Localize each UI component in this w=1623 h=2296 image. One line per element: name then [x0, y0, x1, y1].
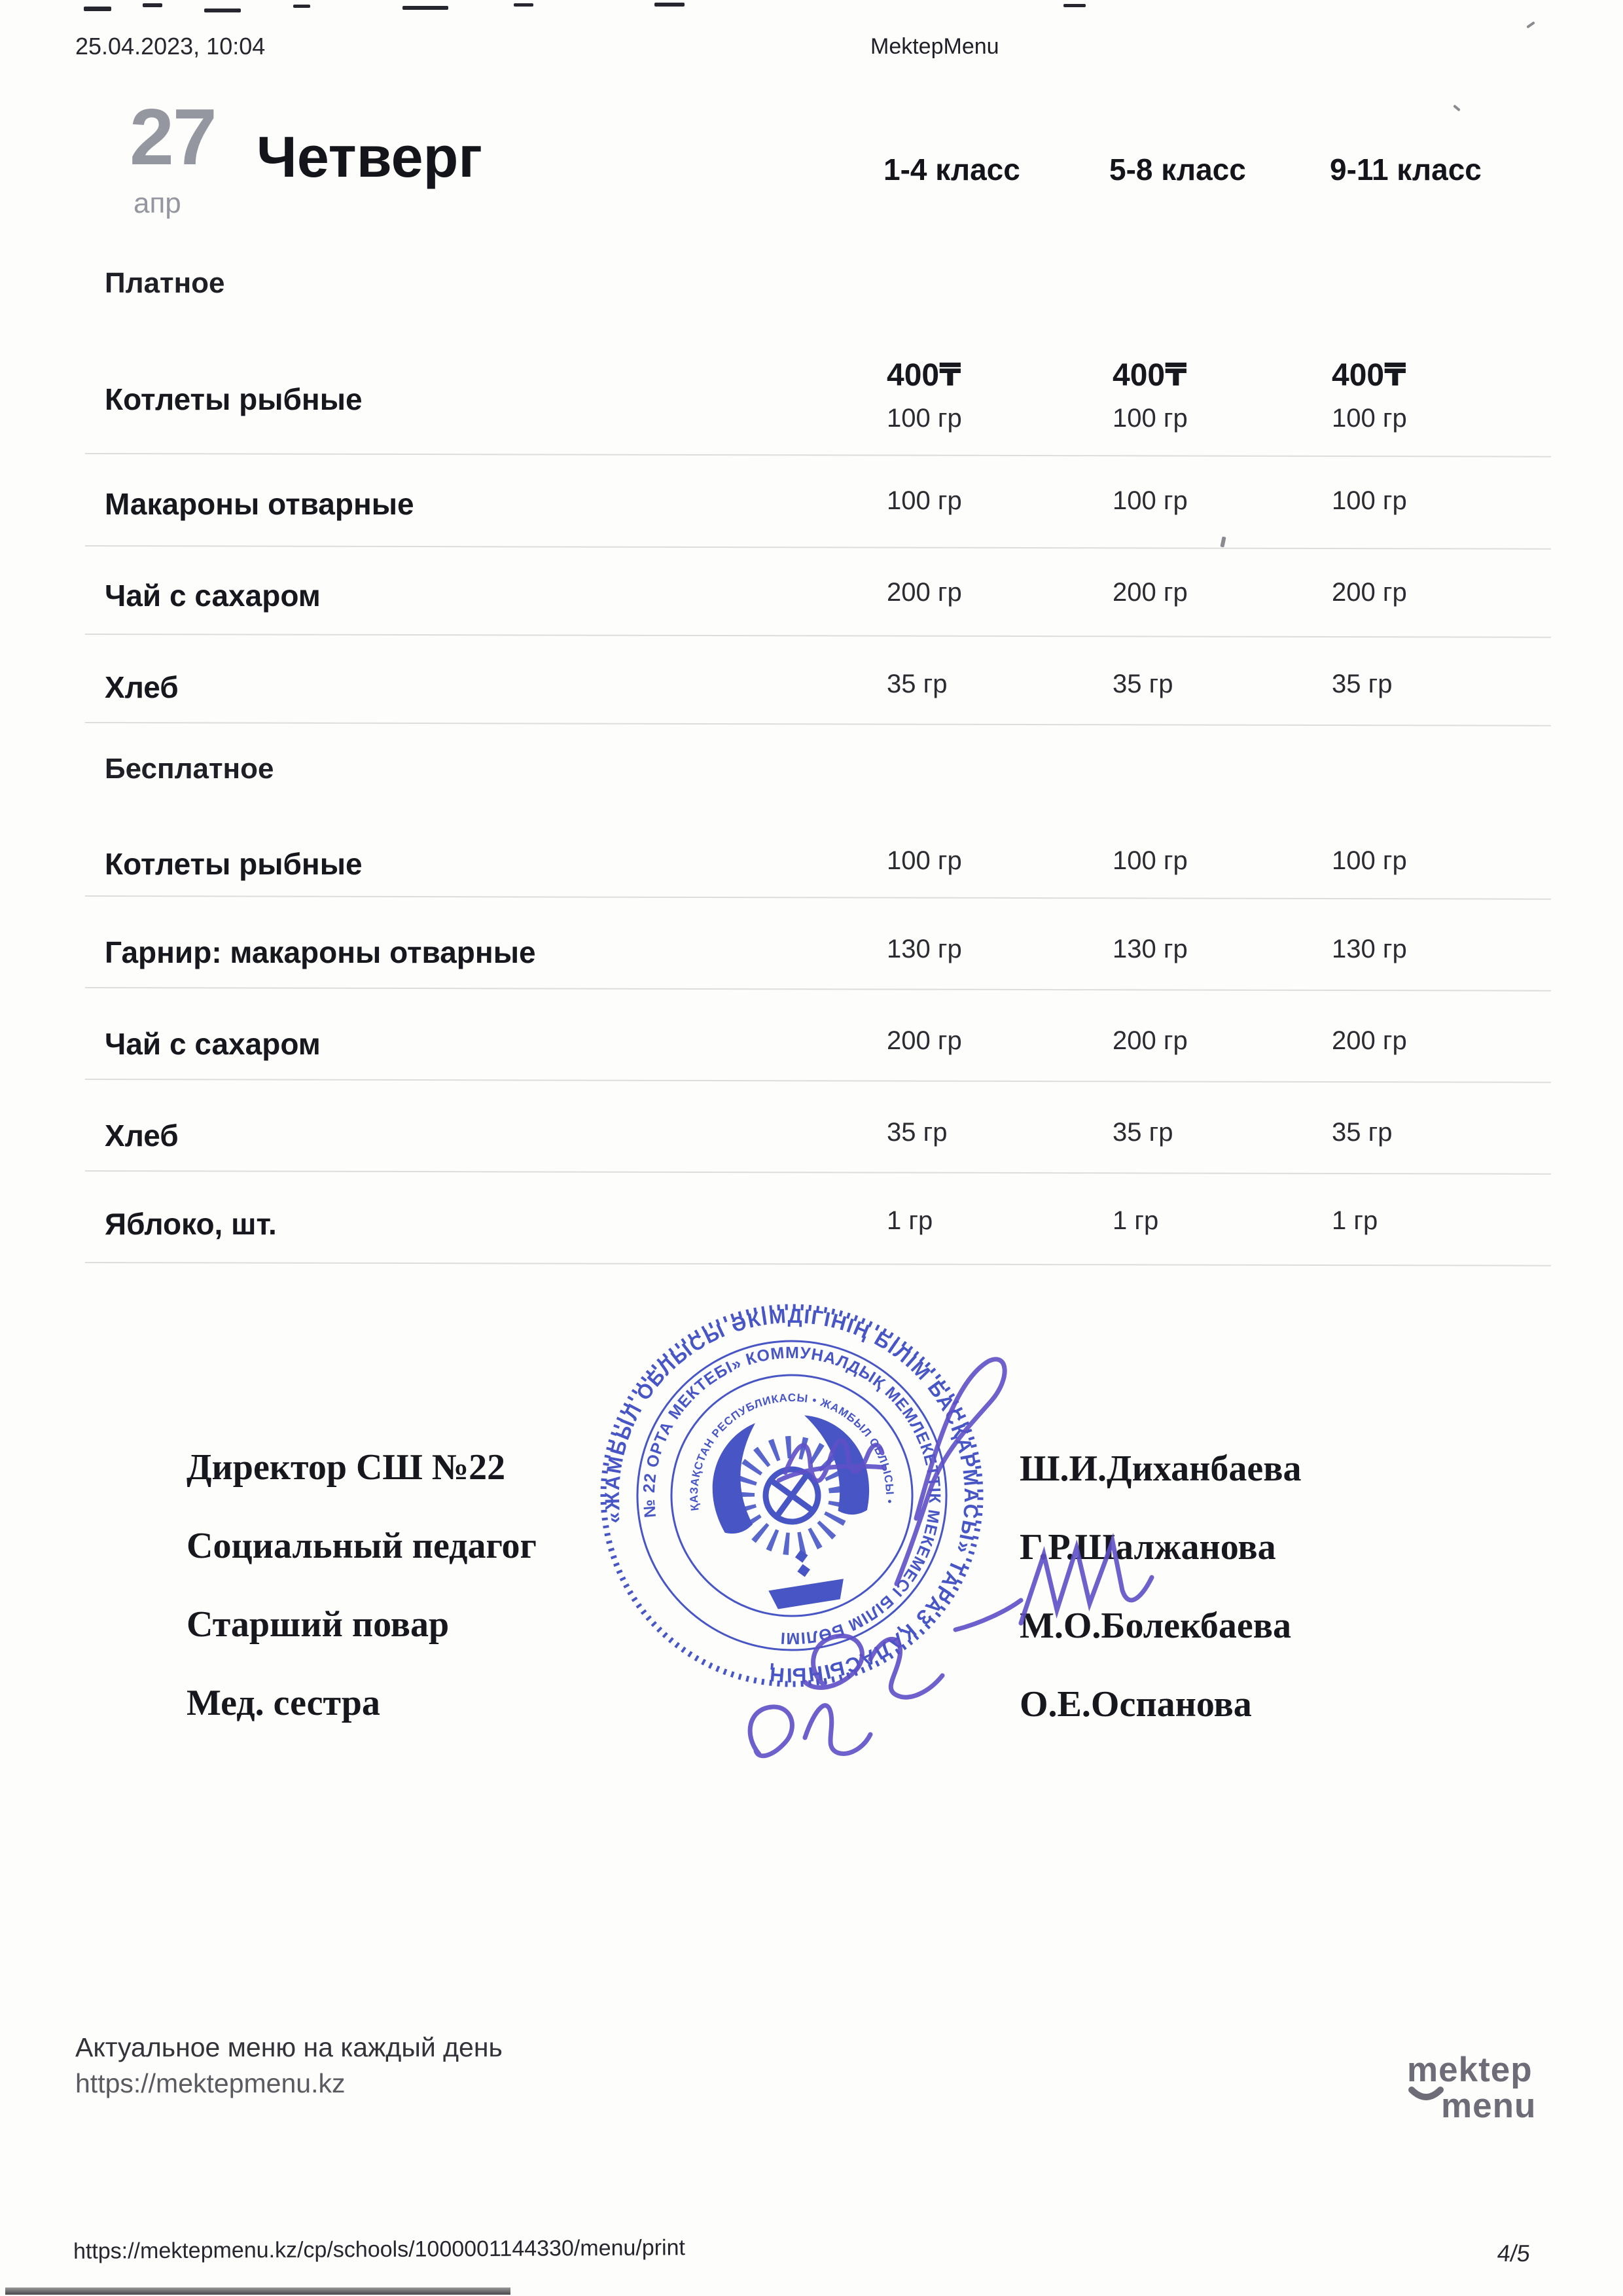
- portion-value: 130 гр: [1113, 935, 1188, 963]
- table-row: [0, 481, 1623, 579]
- portion-value: 100 гр: [1113, 846, 1188, 875]
- logo-word-menu: menu: [1441, 2087, 1537, 2125]
- date-month: апр: [134, 187, 181, 219]
- table-row: [0, 357, 1623, 455]
- column-header-grade-5-8: 5-8 класс: [1109, 152, 1246, 187]
- portion-value: 1 гр: [1332, 1206, 1378, 1235]
- column-header-grade-1-4: 1-4 класс: [883, 152, 1020, 187]
- portion-value: 100 гр: [1332, 846, 1407, 875]
- scan-artifact: [1063, 4, 1086, 7]
- portion-cell: [1113, 357, 1309, 433]
- mektepmenu-logo: [1407, 2050, 1536, 2126]
- signature-name: М.О.Болекбаева: [1020, 1605, 1291, 1646]
- scan-artifact: [84, 7, 111, 11]
- dish-name: Чай с сахаром: [105, 579, 321, 613]
- signature-stroke: [955, 1541, 1152, 1630]
- price-value: 400₸: [1113, 358, 1187, 393]
- portion-value: 200 гр: [1332, 1026, 1407, 1055]
- scan-artifact: [1526, 21, 1535, 28]
- weekday-title: Четверг: [257, 124, 482, 189]
- portion-value: 35 гр: [1332, 670, 1393, 698]
- portion-value: 1 гр: [887, 1206, 933, 1235]
- portion-value: 35 гр: [1113, 670, 1173, 698]
- section-title-free: Бесплатное: [105, 753, 274, 785]
- column-header-grade-9-11: 9-11 класс: [1330, 152, 1482, 187]
- price-value: 400₸: [1332, 358, 1406, 393]
- table-row: [0, 664, 1623, 762]
- portion-value: 35 гр: [1332, 1118, 1393, 1147]
- signature-role: Директор СШ №22: [187, 1447, 506, 1488]
- signature-stroke: [750, 1706, 870, 1756]
- table-row: [0, 841, 1623, 939]
- dish-name: Хлеб: [105, 1119, 179, 1153]
- portion-value: 35 гр: [887, 670, 948, 698]
- dish-name: Гарнир: макароны отварные: [105, 935, 536, 969]
- price-value: 400₸: [887, 358, 961, 393]
- scan-artifact: [402, 6, 448, 10]
- portion-value: 100 гр: [887, 486, 962, 515]
- footer-print-url: https://mektepmenu.kz/cp/schools/1000001144330/menu/print: [73, 2235, 686, 2264]
- print-timestamp: 25.04.2023, 10:04: [75, 33, 266, 60]
- signature-name: О.Е.Оспанова: [1020, 1684, 1252, 1725]
- scan-artifact: [204, 9, 241, 12]
- dish-name: Чай с сахаром: [105, 1027, 321, 1061]
- table-row: [0, 1021, 1623, 1119]
- scan-artifact: [1453, 105, 1461, 112]
- portion-value: 200 гр: [1332, 578, 1407, 607]
- portion-value: 100 гр: [887, 846, 962, 875]
- footer-tagline: Актуальное меню на каждый день: [75, 2032, 503, 2062]
- portion-value: 35 гр: [887, 1118, 948, 1147]
- portion-value: 100 гр: [1113, 486, 1188, 515]
- portion-cell: [1332, 357, 1528, 433]
- scan-artifact: [143, 3, 162, 7]
- portion-value: 200 гр: [887, 578, 962, 607]
- scan-artifact: [654, 3, 685, 7]
- table-row: [0, 1201, 1623, 1299]
- portion-cell: [887, 357, 1083, 433]
- smile-icon: [1408, 2087, 1444, 2104]
- portion-value: 200 гр: [887, 1026, 962, 1055]
- dish-name: Макароны отварные: [105, 487, 414, 521]
- signature-role: Социальный педагог: [187, 1526, 537, 1566]
- table-row: [0, 1113, 1623, 1211]
- dish-name: Котлеты рыбные: [105, 382, 363, 416]
- page-number: 4/5: [1495, 2240, 1532, 2267]
- portion-value: 200 гр: [1113, 578, 1188, 607]
- scan-artifact: [514, 3, 533, 7]
- dish-name: Котлеты рыбные: [105, 847, 363, 881]
- signature-stroke: [805, 1636, 942, 1698]
- table-row: [0, 573, 1623, 671]
- stamp-middle-text: № 22 ОРТА МЕКТЕБІ» КОММУНАЛДЫҚ МЕМЛЕКЕТТІК МЕКЕМЕСІ БІЛІМ БӨЛІМІ: [639, 1343, 944, 1648]
- section-title-paid: Платное: [105, 267, 225, 299]
- portion-value: 100 гр: [1113, 404, 1188, 433]
- site-title: MektepMenu: [870, 34, 999, 59]
- logo-word-mektep: mektep: [1407, 2051, 1533, 2089]
- scan-artifact: [5, 2287, 510, 2295]
- portion-value: 200 гр: [1113, 1026, 1188, 1055]
- table-row: [0, 929, 1623, 1028]
- signature-name: Ш.И.Диханбаева: [1020, 1448, 1302, 1489]
- handwritten-signatures: [589, 1302, 1178, 1800]
- portion-value: 35 гр: [1113, 1118, 1173, 1147]
- signature-stroke: [779, 1466, 883, 1480]
- portion-value: 130 гр: [887, 935, 962, 963]
- signature-stroke: [897, 1359, 1005, 1584]
- stamp-inner-text: ҚАЗАҚСТАН РЕСПУБЛИКАСЫ • ЖАМБЫЛ ОБЛЫСЫ •: [687, 1391, 897, 1512]
- portion-value: 100 гр: [887, 404, 962, 433]
- portion-value: 1 гр: [1113, 1206, 1159, 1235]
- scan-artifact: [293, 5, 310, 8]
- footer-site-url: https://mektepmenu.kz: [75, 2068, 346, 2098]
- signature-role: Старший повар: [187, 1604, 450, 1645]
- dish-name: Яблоко, шт.: [105, 1207, 277, 1241]
- portion-value: 100 гр: [1332, 404, 1407, 433]
- stamp-outer-text: «ЖАМБЫЛ ОБЛЫСЫ ӘКІМДІГІНІҢ БІЛІМ БАСҚАРМАСЫ» ТАРАЗ ҚАЛАСЫНЫҢ: [600, 1304, 984, 1687]
- signature-name: Г.Р.Шалжанова: [1020, 1527, 1276, 1568]
- signature-role: Мед. сестра: [187, 1683, 380, 1723]
- portion-value: 130 гр: [1332, 935, 1407, 963]
- portion-value: 100 гр: [1332, 486, 1407, 515]
- date-day: 27: [130, 92, 216, 181]
- dish-name: Хлеб: [105, 670, 179, 704]
